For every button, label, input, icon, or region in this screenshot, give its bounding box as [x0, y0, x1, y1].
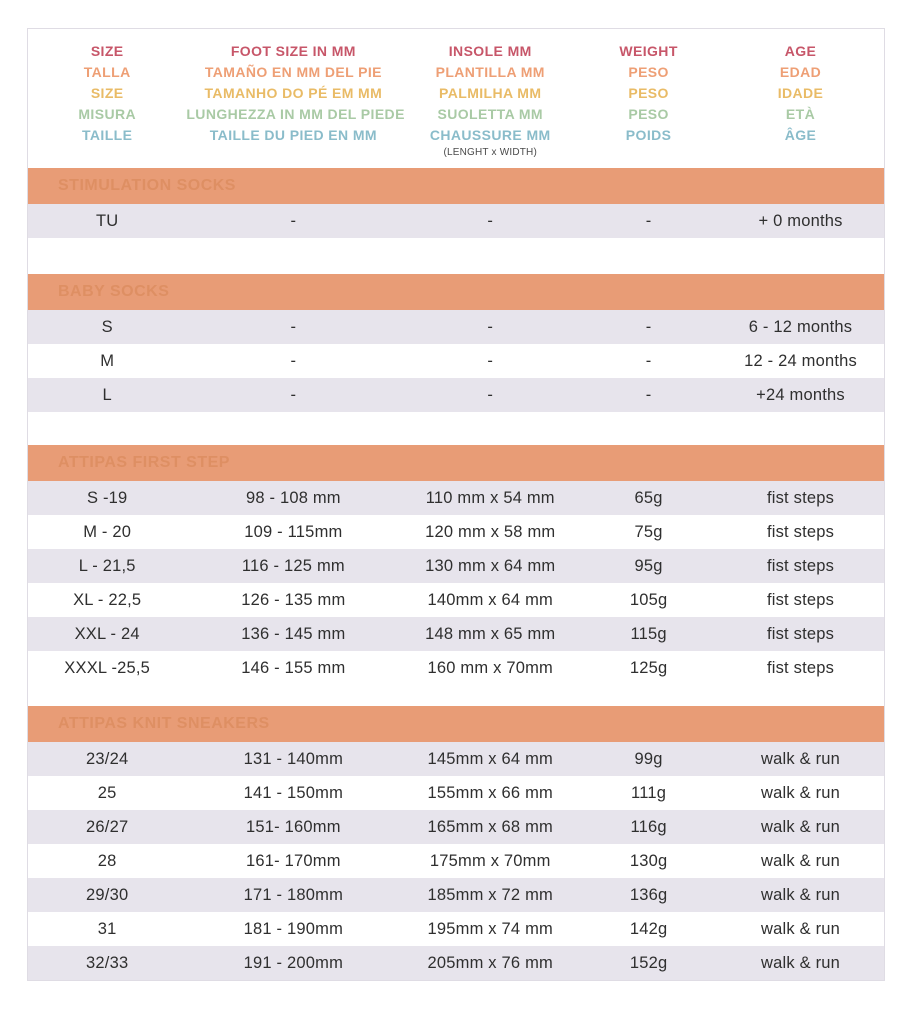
- header-label-foot-size-spanish: TAMAÑO EN MM DEL PIE: [204, 64, 382, 80]
- cell-age: walk & run: [761, 885, 841, 904]
- table-row: [28, 583, 884, 617]
- header-label-insole-spanish: PLANTILLA MM: [435, 64, 545, 80]
- cell-size: L: [102, 385, 112, 404]
- header-label-insole-portuguese: PALMILHA MM: [439, 85, 542, 101]
- section-title: ATTIPAS KNIT SNEAKERS: [58, 715, 270, 732]
- cell-insole: 145mm x 64 mm: [427, 749, 553, 768]
- header-label-size-spanish: TALLA: [83, 64, 131, 80]
- cell-size: S -19: [86, 488, 128, 507]
- section-title: ATTIPAS FIRST STEP: [58, 454, 230, 471]
- cell-size: 32/33: [86, 953, 129, 972]
- cell-age: walk & run: [761, 817, 841, 836]
- cell-age: + 0 months: [758, 211, 843, 230]
- cell-insole: 195mm x 74 mm: [427, 919, 553, 938]
- cell-age: walk & run: [761, 851, 841, 870]
- section-title: BABY SOCKS: [58, 283, 170, 300]
- cell-weight: 111g: [631, 783, 667, 802]
- cell-insole: 148 mm x 65 mm: [425, 624, 556, 643]
- cell-weight: 130g: [629, 851, 668, 870]
- cell-foot-size: 98 - 108 mm: [245, 488, 341, 507]
- section-gap: [28, 238, 884, 274]
- header-column-insole: [400, 41, 580, 160]
- header-note-insole: (LENGHT x WIDTH): [443, 147, 538, 158]
- header-column-size: [28, 41, 186, 160]
- table-row: [28, 912, 884, 946]
- table-row: [28, 617, 884, 651]
- section-bar-attipas-knit-sneakers: [28, 706, 884, 742]
- section-gap: [28, 685, 884, 706]
- cell-size: XXL - 24: [74, 624, 140, 643]
- table-row: [28, 515, 884, 549]
- cell-insole: 165mm x 68 mm: [427, 817, 553, 836]
- cell-weight: -: [645, 351, 652, 370]
- header-label-insole-english: INSOLE MM: [448, 43, 532, 59]
- cell-weight: 116g: [630, 817, 667, 836]
- cell-size: S: [101, 317, 113, 336]
- header-label-foot-size-italian: LUNGHEZZA IN MM DEL PIEDE: [186, 106, 405, 122]
- table-row: [28, 946, 884, 980]
- cell-foot-size: 191 - 200mm: [243, 953, 344, 972]
- cell-weight: 99g: [634, 749, 663, 768]
- cell-weight: 65g: [634, 488, 663, 507]
- table-row: [28, 204, 884, 238]
- header-label-size-french: TAILLE: [82, 127, 133, 143]
- cell-age: fist steps: [766, 556, 835, 575]
- cell-size: L - 21,5: [78, 556, 136, 575]
- cell-size: 31: [97, 919, 117, 938]
- cell-weight: 142g: [629, 919, 668, 938]
- cell-foot-size: -: [290, 351, 297, 370]
- cell-size: 23/24: [86, 749, 129, 768]
- cell-age: 12 - 24 months: [744, 351, 857, 370]
- cell-size: TU: [95, 211, 119, 230]
- cell-insole: 120 mm x 58 mm: [425, 522, 556, 541]
- cell-insole: 155mm x 66 mm: [427, 783, 553, 802]
- cell-age: walk & run: [761, 919, 841, 938]
- header-label-insole-french: CHAUSSURE MM: [429, 127, 551, 143]
- cell-age: fist steps: [766, 522, 835, 541]
- header-label-size-portuguese: SIZE: [90, 85, 124, 101]
- header-label-weight-italian: PESO: [628, 106, 669, 122]
- header-label-foot-size-french: TAILLE DU PIED EN MM: [209, 127, 377, 143]
- header-label-foot-size-portuguese: TAMANHO DO PÉ EM MM: [204, 85, 383, 101]
- cell-insole: -: [487, 351, 494, 370]
- section-bar-baby-socks: [28, 274, 884, 310]
- cell-insole: 175mm x 70mm: [429, 851, 551, 870]
- cell-size: 25: [97, 783, 117, 802]
- section-gap: [28, 412, 884, 445]
- header-label-weight-english: WEIGHT: [619, 43, 678, 59]
- section-bar-attipas-first-step: [28, 445, 884, 481]
- cell-foot-size: 146 - 155 mm: [241, 658, 346, 677]
- header-label-age-french: ÂGE: [784, 127, 817, 143]
- header-label-size-english: SIZE: [90, 43, 124, 59]
- cell-size: M: [100, 351, 115, 370]
- table-row: [28, 310, 884, 344]
- header-label-age-italian: ETÀ: [785, 106, 816, 122]
- cell-weight: -: [645, 211, 652, 230]
- cell-foot-size: 131 - 140mm: [243, 749, 344, 768]
- cell-weight: -: [645, 385, 652, 404]
- cell-foot-size: 136 - 145 mm: [241, 624, 346, 643]
- header-label-weight-portuguese: PESO: [628, 85, 669, 101]
- cell-foot-size: -: [290, 211, 297, 230]
- size-chart-table: [27, 28, 885, 981]
- cell-weight: 75g: [634, 522, 663, 541]
- cell-foot-size: 126 - 135 mm: [241, 590, 346, 609]
- section-bar-stimulation-socks: [28, 168, 884, 204]
- cell-size: 26/27: [86, 817, 129, 836]
- header-label-age-portuguese: IDADE: [777, 85, 824, 101]
- cell-foot-size: -: [290, 385, 297, 404]
- cell-age: walk & run: [761, 953, 841, 972]
- header-label-age-english: AGE: [784, 43, 817, 59]
- table-row: [28, 549, 884, 583]
- cell-insole: 130 mm x 64 mm: [425, 556, 556, 575]
- cell-weight: 136g: [629, 885, 668, 904]
- section-title: STIMULATION SOCKS: [58, 177, 236, 194]
- cell-weight: 105g: [629, 590, 668, 609]
- cell-insole: -: [487, 211, 494, 230]
- cell-size: XL - 22,5: [73, 590, 142, 609]
- cell-weight: 95g: [634, 556, 663, 575]
- table-row: [28, 344, 884, 378]
- cell-insole: -: [487, 317, 494, 336]
- header-label-weight-french: POIDS: [625, 127, 672, 143]
- cell-foot-size: -: [290, 317, 297, 336]
- cell-age: 6 - 12 months: [748, 317, 853, 336]
- cell-age: fist steps: [766, 590, 835, 609]
- cell-size: 29/30: [86, 885, 129, 904]
- cell-foot-size: 109 - 115mm: [244, 522, 343, 541]
- cell-size: XXXL -25,5: [64, 658, 151, 677]
- cell-insole: 110 mm x 54 mm: [425, 488, 555, 507]
- cell-insole: 160 mm x 70mm: [427, 658, 553, 677]
- table-row: [28, 844, 884, 878]
- cell-foot-size: 116 - 125 mm: [241, 556, 345, 575]
- cell-age: walk & run: [761, 749, 841, 768]
- header-column-foot-size: [186, 41, 405, 160]
- cell-foot-size: 161- 170mm: [246, 851, 341, 870]
- cell-foot-size: 141 - 150mm: [243, 783, 344, 802]
- header-label-size-italian: MISURA: [78, 106, 136, 122]
- cell-insole: 185mm x 72 mm: [427, 885, 553, 904]
- header-label-age-spanish: EDAD: [779, 64, 822, 80]
- cell-weight: -: [645, 317, 652, 336]
- header-label-weight-spanish: PESO: [628, 64, 669, 80]
- cell-age: walk & run: [761, 783, 841, 802]
- cell-weight: 115g: [630, 624, 667, 643]
- cell-age: fist steps: [766, 488, 835, 507]
- table-row: [28, 378, 884, 412]
- header-column-weight: [580, 41, 717, 160]
- cell-weight: 125g: [629, 658, 668, 677]
- cell-age: fist steps: [766, 658, 835, 677]
- cell-foot-size: 171 - 180mm: [243, 885, 344, 904]
- cell-insole: -: [487, 385, 494, 404]
- cell-size: M - 20: [83, 522, 132, 541]
- cell-foot-size: 151- 160mm: [246, 817, 341, 836]
- header-label-foot-size-english: FOOT SIZE IN MM: [230, 43, 356, 59]
- header-column-age: [717, 41, 884, 160]
- table-row: [28, 742, 884, 776]
- cell-insole: 205mm x 76 mm: [427, 953, 553, 972]
- cell-size: 28: [97, 851, 117, 870]
- cell-insole: 140mm x 64 mm: [427, 590, 553, 609]
- size-chart-body: [28, 168, 884, 980]
- table-row: [28, 481, 884, 515]
- table-row: [28, 776, 884, 810]
- table-row: [28, 878, 884, 912]
- cell-age: fist steps: [766, 624, 835, 643]
- table-row: [28, 810, 884, 844]
- cell-weight: 152g: [629, 953, 668, 972]
- cell-foot-size: 181 - 190mm: [243, 919, 344, 938]
- table-row: [28, 651, 884, 685]
- header-label-insole-italian: SUOLETTA MM: [437, 106, 543, 122]
- cell-age: +24 months: [756, 385, 845, 404]
- multilingual-header-row: [28, 29, 884, 168]
